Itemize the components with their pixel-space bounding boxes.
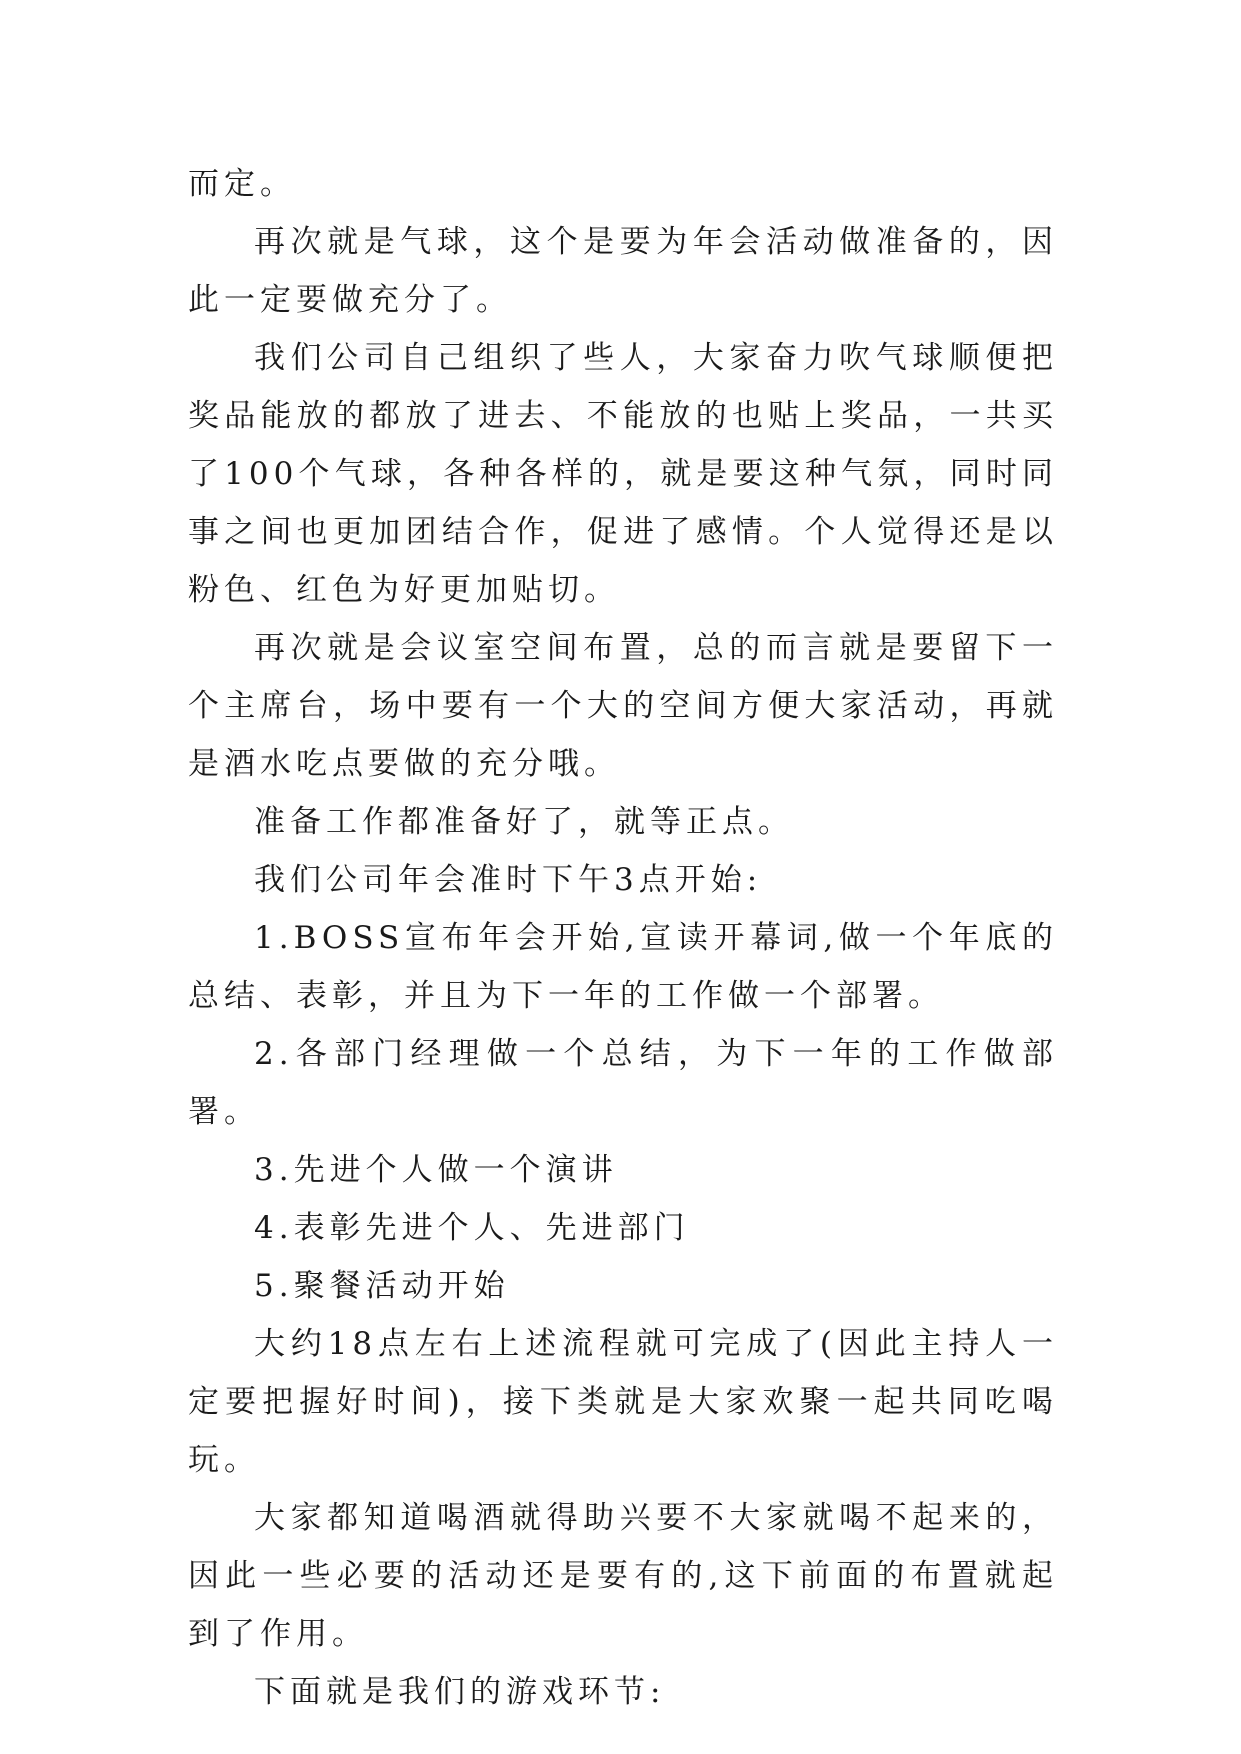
paragraph-start-time: 我们公司年会准时下午3点开始: [254,862,763,898]
paragraph-balloon-prep: 我们公司自己组织了些人，大家奋力吹气球顺便把奖品能放的都放了进去、不能放的也贴上奖品，一共买了100个气球，各种各样的，就是要这种气氛，同时同事之间也更加团结合作，促进了感情。个人觉得还是以粉色、红色为好更加贴切。 [188,340,1058,608]
list-item-5: 5.聚餐活动开始 [254,1268,510,1304]
paragraph-balloons: 再次就是气球，这个是要为年会活动做准备的，因此一定要做充分了。 [188,224,1058,318]
paragraph-completion: 大约18点左右上述流程就可完成了(因此主持人一定要把握好时间)，接下类就是大家欢聚一起共同吃喝玩。 [188,1326,1058,1478]
list-item-2: 2.各部门经理做一个总结，为下一年的工作做部署。 [188,1036,1058,1130]
list-item-4: 4.表彰先进个人、先进部门 [254,1210,690,1246]
list-item-3: 3.先进个人做一个演讲 [254,1152,618,1188]
paragraph-ready: 准备工作都准备好了，就等正点。 [254,804,794,840]
paragraph-games-intro: 下面就是我们的游戏环节: [254,1674,666,1710]
list-item-1: 1.BOSS宣布年会开始,宣读开幕词,做一个年底的总结、表彰，并且为下一年的工作做一个部署。 [188,920,1058,1014]
paragraph-drinking: 大家都知道喝酒就得助兴要不大家就喝不起来的，因此一些必要的活动还是要有的,这下前面的布置就起到了作用。 [188,1500,1058,1652]
document-body [188,155,1058,1721]
paragraph-continuation: 而定。 [188,166,296,202]
paragraph-room-layout: 再次就是会议室空间布置，总的而言就是要留下一个主席台，场中要有一个大的空间方便大家活动，再就是酒水吃点要做的充分哦。 [188,630,1058,782]
